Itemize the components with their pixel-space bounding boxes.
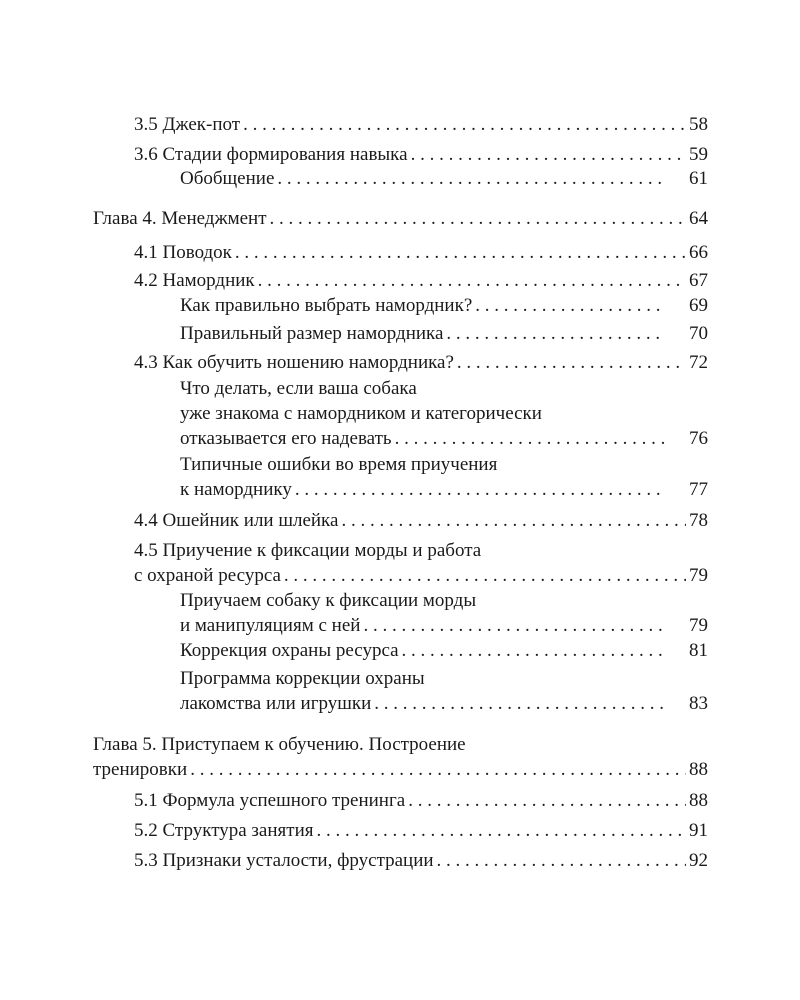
toc-entry-title-line: 4.5 Приучение к фиксации морды и работа — [134, 540, 482, 561]
leader-dots — [402, 638, 665, 663]
toc-entry-4-4 — [134, 508, 708, 533]
toc-entry-page: 70 — [689, 323, 708, 344]
toc-entry-3-6 — [134, 142, 708, 167]
toc-entry-choose-muzzle — [180, 293, 708, 318]
toc-entry-page: 77 — [689, 479, 708, 500]
toc-entry-title: 4.2 Намордник — [134, 270, 255, 291]
toc-entry-page: 88 — [689, 790, 708, 811]
leader-dots — [270, 206, 686, 231]
toc-entry-page: 81 — [689, 640, 708, 661]
toc-entry-page: 64 — [689, 208, 708, 229]
leader-dots — [341, 508, 686, 533]
leader-dots — [446, 321, 665, 346]
toc-entry-page: 58 — [689, 114, 708, 135]
toc-entry-title: Глава 4. Менеджмент — [93, 208, 267, 229]
toc-entry-title: Правильный размер намордника — [180, 323, 444, 344]
toc-entry-page: 72 — [689, 352, 708, 373]
leader-dots — [316, 818, 686, 843]
toc-entry-page: 91 — [689, 820, 708, 841]
leader-dots — [437, 848, 686, 873]
toc-entry-page: 79 — [689, 615, 708, 636]
toc-entry-4-3 — [134, 350, 708, 375]
toc-entry-page: 67 — [689, 270, 708, 291]
toc-chapter-4 — [93, 206, 708, 231]
toc-entry-5-3 — [134, 848, 708, 873]
toc-entry-page: 88 — [689, 759, 708, 780]
toc-entry-title: Коррекция охраны ресурса — [180, 640, 399, 661]
toc-entry-accustom-dog — [180, 588, 708, 638]
toc-entry-title: 3.5 Джек-пот — [134, 114, 241, 135]
toc-entry-correction-program — [180, 666, 708, 716]
toc-entry-title-line: тренировки — [93, 759, 188, 780]
toc-chapter-5 — [93, 732, 708, 782]
toc-entry-page: 79 — [689, 565, 708, 586]
toc-entry-4-5-cont — [134, 563, 708, 588]
toc-entry-resource-guarding — [180, 638, 708, 663]
toc-entry-3-5 — [134, 112, 708, 137]
toc-entry-title: 4.4 Ошейник или шлейка — [134, 510, 339, 531]
toc-entry-title-line: отказывается его надевать — [180, 428, 392, 449]
leader-dots — [408, 788, 686, 813]
leader-dots — [235, 240, 686, 265]
toc-entry-muzzle-size — [180, 321, 708, 346]
toc-entry-title: Обобщение — [180, 168, 275, 189]
leader-dots — [243, 112, 686, 137]
toc-entry-title-line: лакомства или игрушки — [180, 693, 372, 714]
toc-entry-page: 59 — [689, 144, 708, 165]
toc-entry-title-line: Типичные ошибки во время приучения — [180, 454, 498, 475]
toc-entry-title-line: уже знакома с намордником и категорически — [180, 403, 542, 424]
toc-entry-title-line: Приучаем собаку к фиксации морды — [180, 590, 477, 611]
toc-entry-page: 69 — [689, 295, 708, 316]
toc-entry-title: 5.2 Структура занятия — [134, 820, 314, 841]
leader-dots — [277, 166, 665, 191]
leader-dots — [374, 691, 665, 716]
toc-entry-4-5 — [134, 538, 708, 563]
toc-entry-title-line: Что делать, если ваша собака — [180, 378, 417, 399]
toc-entry-title: 4.3 Как обучить ношению намордника? — [134, 352, 454, 373]
leader-dots — [190, 757, 686, 782]
toc-entry-typical-mistakes — [180, 452, 708, 502]
leader-dots — [475, 293, 665, 318]
toc-entry-page: 92 — [689, 850, 708, 871]
toc-entry-title: 5.3 Признаки усталости, фрустрации — [134, 850, 434, 871]
toc-entry-page: 76 — [689, 428, 708, 449]
leader-dots — [295, 477, 665, 502]
toc-entry-title: 4.1 Поводок — [134, 242, 232, 263]
toc-entry-title: Как правильно выбрать намордник? — [180, 295, 473, 316]
leader-dots — [363, 613, 665, 638]
toc-entry-4-2 — [134, 268, 708, 293]
toc-entry-title: 5.1 Формула успешного тренинга — [134, 790, 406, 811]
toc-entry-5-1 — [134, 788, 708, 813]
leader-dots — [258, 268, 686, 293]
toc-entry-title-line: с охраной ресурса — [134, 565, 281, 586]
toc-entry-title: 3.6 Стадии формирования навыка — [134, 144, 408, 165]
leader-dots — [457, 350, 686, 375]
toc-entry-page: 83 — [689, 693, 708, 714]
toc-entry-page: 78 — [689, 510, 708, 531]
toc-entry-page: 61 — [689, 168, 708, 189]
toc-entry-generalization — [180, 166, 708, 191]
leader-dots — [411, 142, 686, 167]
leader-dots — [395, 426, 665, 451]
toc-entry-what-to-do — [180, 376, 708, 451]
toc-entry-4-1 — [134, 240, 708, 265]
toc-entry-title-line: и манипуляциям с ней — [180, 615, 361, 636]
toc-entry-page: 66 — [689, 242, 708, 263]
toc-entry-title-line: к наморднику — [180, 479, 292, 500]
leader-dots — [284, 563, 686, 588]
toc-entry-title-line: Глава 5. Приступаем к обучению. Построение — [93, 734, 466, 755]
toc-entry-5-2 — [134, 818, 708, 843]
toc-entry-title-line: Программа коррекции охраны — [180, 668, 425, 689]
